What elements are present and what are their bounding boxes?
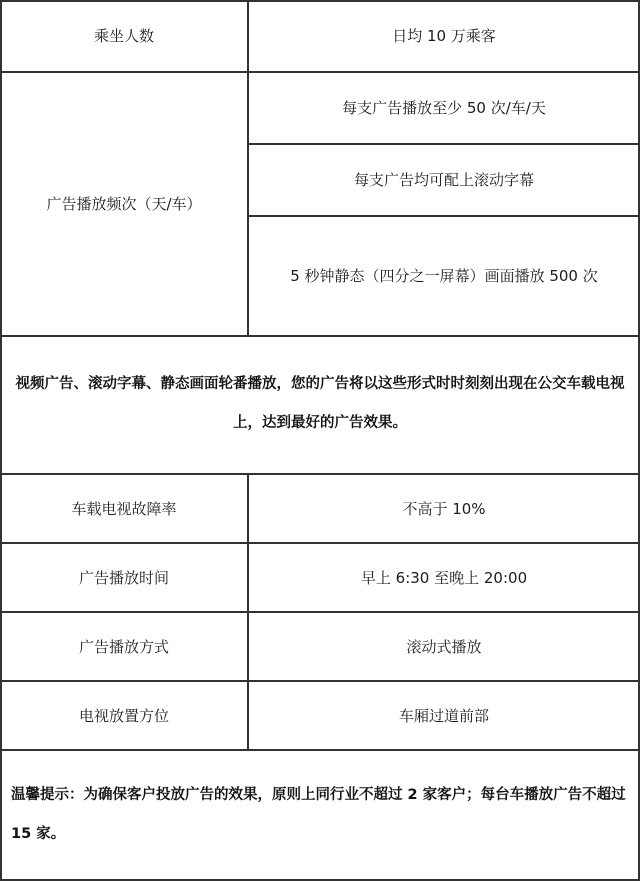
passenger-count-value: 日均 10 万乘客 — [392, 27, 496, 45]
play-frequency-value-2: 每支广告均可配上滚动字幕 — [353, 171, 534, 189]
play-frequency-value-3: 5 秒钟静态（四分之一屏幕）画面播放 500 次 — [290, 267, 598, 285]
play-mode-label: 广告播放方式 — [78, 637, 169, 656]
play-frequency-value-1: 每支广告播放至少 50 次/车/天 — [342, 99, 546, 117]
play-time-label: 广告播放时间 — [78, 568, 169, 587]
highlight-note: 视频广告、滚动字幕、静态画面轮番播放，您的广告将以这些形式时时刻刻出现在公交车载电视上，达到最好的广告效果。 — [15, 376, 625, 431]
failure-rate-value: 不高于 10% — [402, 499, 486, 518]
passenger-count-label: 乘坐人数 — [93, 27, 154, 45]
tv-position-label: 电视放置方位 — [78, 706, 169, 725]
table-border — [0, 879, 640, 881]
tv-position-value: 车厢过道前部 — [398, 706, 489, 725]
play-time-value: 早上 6:30 至晚上 20:00 — [360, 568, 528, 587]
play-mode-value: 滚动式播放 — [406, 637, 482, 656]
play-frequency-label: 广告播放频次（天/车） — [46, 195, 202, 213]
footer-note: 温馨提示：为确保客户投放广告的效果，原则上同行业不超过 2 家客户；每台车播放广告不超过 15 家。 — [11, 787, 626, 842]
failure-rate-label: 车载电视故障率 — [71, 499, 177, 518]
